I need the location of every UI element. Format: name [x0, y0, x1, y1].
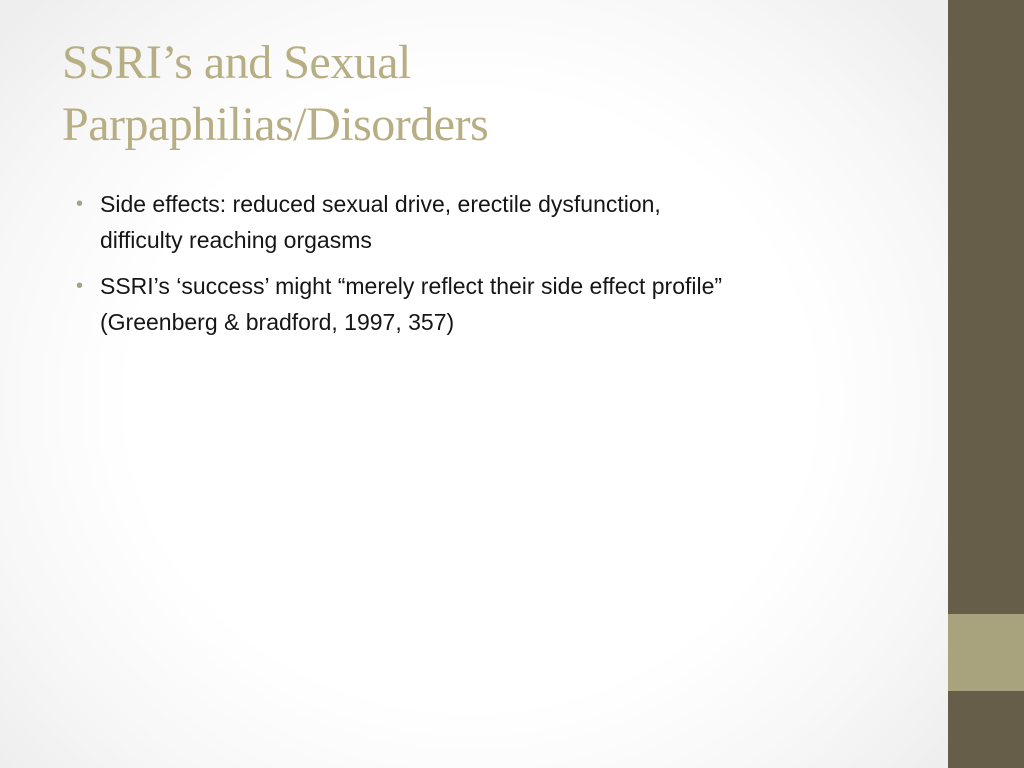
bullet-text-line: Side effects: reduced sexual drive, erectile dysfunction, — [100, 191, 661, 217]
bullet-icon: • — [76, 275, 84, 297]
slide-title-line-2: Parpaphilias/Disorders — [62, 98, 489, 151]
bullet-item-ssri-success — [76, 268, 926, 340]
bullet-text-line: SSRI’s ‘success’ might “merely reflect their side effect profile” — [100, 273, 723, 299]
side-bar-accent-block — [948, 614, 1024, 691]
bullet-list — [76, 186, 926, 350]
bullet-icon: • — [76, 193, 84, 215]
bullet-text-line: difficulty reaching orgasms — [100, 227, 372, 253]
slide-title — [62, 32, 922, 156]
bullet-text-line: (Greenberg & bradford, 1997, 357) — [100, 309, 455, 335]
bullet-item-side-effects — [76, 186, 926, 258]
slide-title-line-1: SSRI’s and Sexual — [62, 36, 411, 89]
